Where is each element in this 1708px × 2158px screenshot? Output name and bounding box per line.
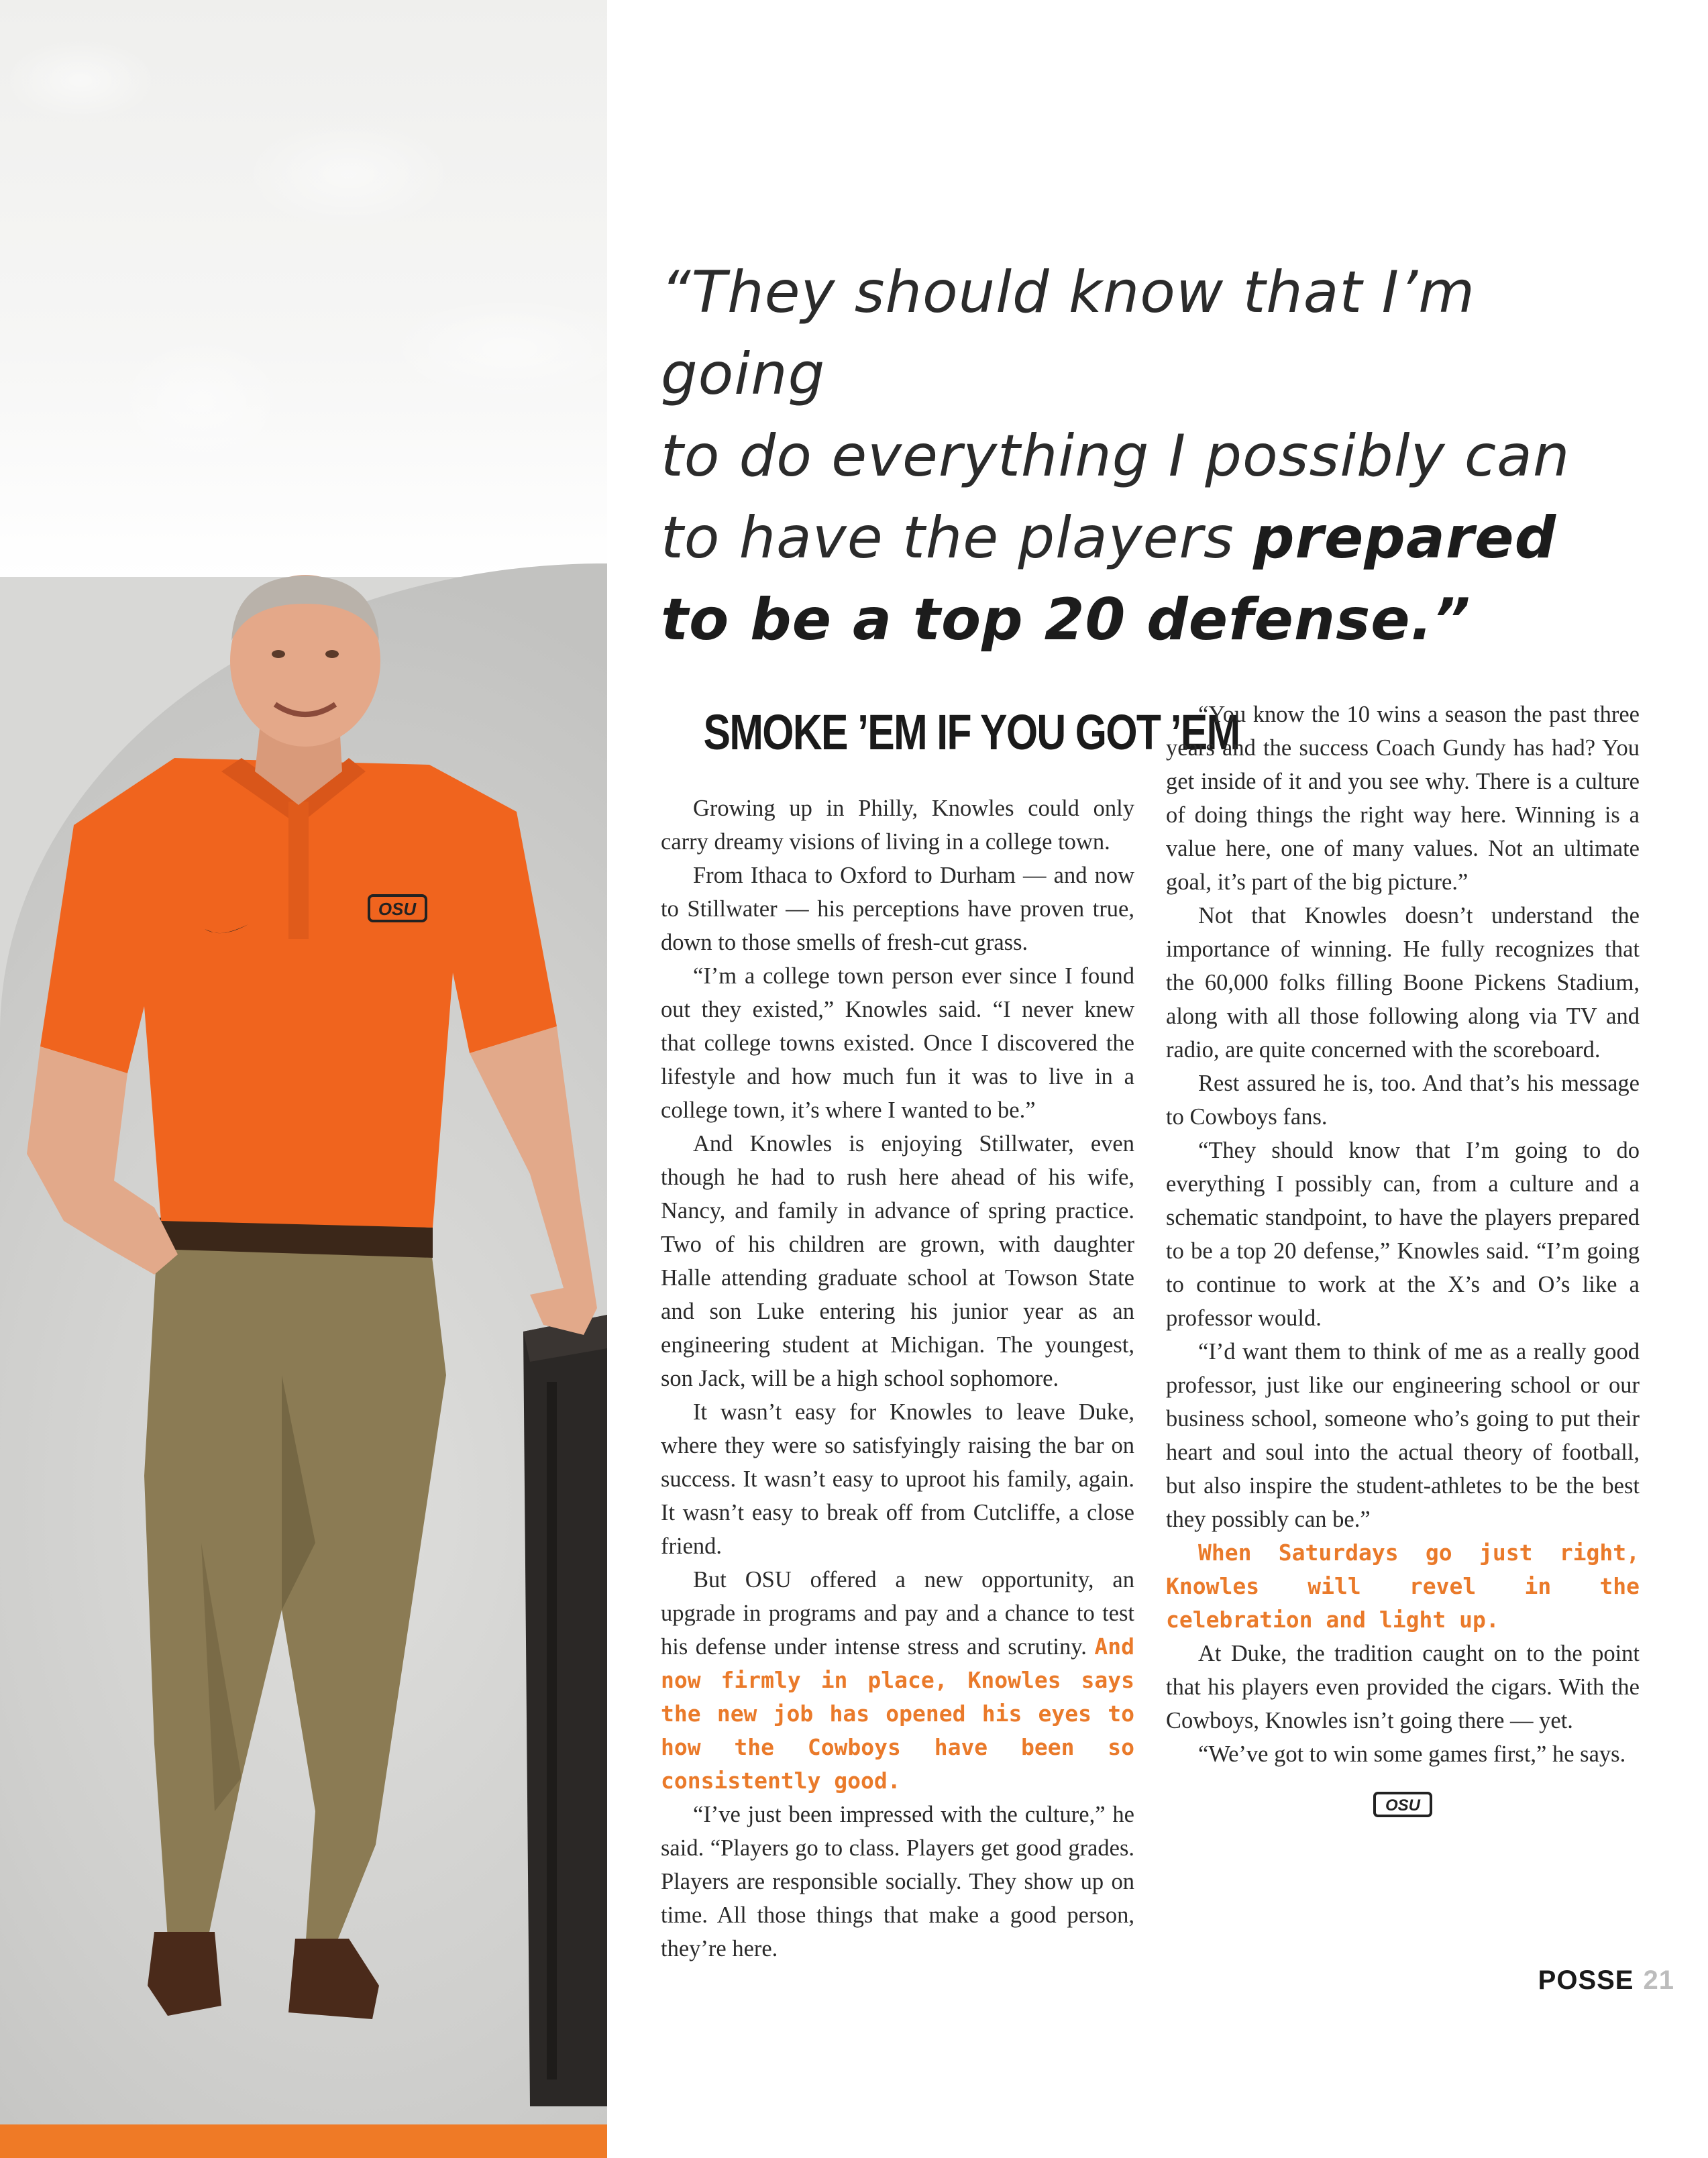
paragraph: “I’m a college town person ever since I found out they existed,” Knowles said. “I never knew that college towns existed. Once I discovered the lifestyle and how much fun it was to live in a college town, it’s where I wanted to be.” <box>661 963 1134 1123</box>
coach-photo-panel <box>0 0 607 2158</box>
shirt-illustration <box>40 758 557 1228</box>
pull-quote <box>661 252 1600 661</box>
pull-quote-line-3-light: to have the players <box>661 504 1253 572</box>
pull-quote-line-1: “They should know that I’m going <box>661 259 1476 408</box>
article-column-left <box>661 698 1240 1965</box>
paragraph: “We’ve got to win some games first,” he says. <box>1198 1741 1626 1767</box>
pull-quote-line-3-bold: prepared <box>1252 504 1557 572</box>
magazine-name: POSSE <box>1538 1965 1634 1995</box>
article-column-right <box>1166 698 1640 1818</box>
paragraph: Growing up in Philly, Knowles could only carry dreamy visions of living in a college town. <box>661 796 1134 855</box>
page-number: 21 <box>1643 1965 1674 1995</box>
pull-quote-line-4-bold: to be a top 20 defense.” <box>661 586 1471 653</box>
shoes-illustration <box>148 1932 379 2019</box>
paragraph: Rest assured he is, too. And that’s his message to Cowboys fans. <box>1166 1071 1640 1130</box>
svg-text:OSU: OSU <box>378 899 417 919</box>
paragraph: From Ithaca to Oxford to Durham — and now to Stillwater — his perceptions have proven true, down to those smells of fresh-cut grass. <box>661 863 1134 955</box>
paragraph: “I’d want them to think of me as a really good professor, just like our engineering school or our business school, someone who’s going to put their heart and soul into the actual theory of football, but also inspire the student-athletes to be the best they possibly can be.” <box>1166 1339 1640 1532</box>
pull-quote-line-2: to do everything I possibly can <box>661 423 1570 490</box>
highlighted-callout: When Saturdays go just right, Knowles will revel in the celebration and light up. <box>1166 1540 1640 1633</box>
podium-illustration <box>523 1315 607 2106</box>
paragraph-text: But OSU offered a new opportunity, an upgrade in programs and pay and a chance to test his defense under intense stress and scrutiny. <box>661 1567 1134 1660</box>
pull-quote-line-3 <box>661 497 1600 579</box>
paragraph: Not that Knowles doesn’t understand the importance of winning. He fully recognizes that the 60,000 folks filling Boone Pickens Stadium, along with all those following along via TV and radio, are quite concerned with the scoreboard. <box>1166 903 1640 1063</box>
pull-quote-line-4 <box>661 579 1600 661</box>
paragraph: “They should know that I’m going to do everything I possibly can, from a culture and a schematic standpoint, to have the players prepared to be a top 20 defense,” Knowles said. “I’m going to continue to work at the X’s and O’s like a professor would. <box>1166 1138 1640 1331</box>
paragraph: It wasn’t easy for Knowles to leave Duke, where they were so satisfyingly raising the bar on success. It wasn’t easy to uproot his family, again. It wasn’t easy to break off from Cutcliffe, a close friend. <box>661 1399 1134 1559</box>
section-heading: SMOKE ’EM IF YOU GOT ’EM <box>703 704 1240 760</box>
coach-portrait <box>0 0 607 2158</box>
paragraph <box>661 1563 1134 1798</box>
paragraph: And Knowles is enjoying Stillwater, even though he had to rush here ahead of his wife, Nancy, and family in advance of spring practice. Two of his children are grown, with daughter Halle attending graduate school at Towson State and son Luke entering his junior year as an engineering student at Michigan. The youngest, son Jack, will be a high school sophomore. <box>661 1131 1134 1391</box>
paragraph: “You know the 10 wins a season the past three years and the success Coach Gundy has had? You get inside of it and you see why. There is a culture of doing things the right way here. Winning is a value here, one of many values. Not an ultimate goal, it’s part of the big picture.” <box>1166 702 1640 895</box>
osu-logo-icon <box>1373 1791 1433 1818</box>
paragraph: At Duke, the tradition caught on to the point that his players even provided the cigars. With the Cowboys, Knowles isn’t going there — yet. <box>1166 1641 1640 1733</box>
pants-illustration <box>144 1234 446 1949</box>
osu-logo-text: OSU <box>1385 1796 1421 1815</box>
highlighted-callout: And now firmly in place, Knowles says the new job has opened his eyes to how the Cowboys have been so consistently good. <box>661 1633 1134 1794</box>
page-folio <box>1538 1965 1674 1996</box>
orange-accent-bar <box>0 2124 607 2158</box>
paragraph: “I’ve just been impressed with the culture,” he said. “Players go to class. Players get good grades. Players are responsible socially. They show up on time. All those things that make a good person, they’re here. <box>661 1802 1134 1961</box>
